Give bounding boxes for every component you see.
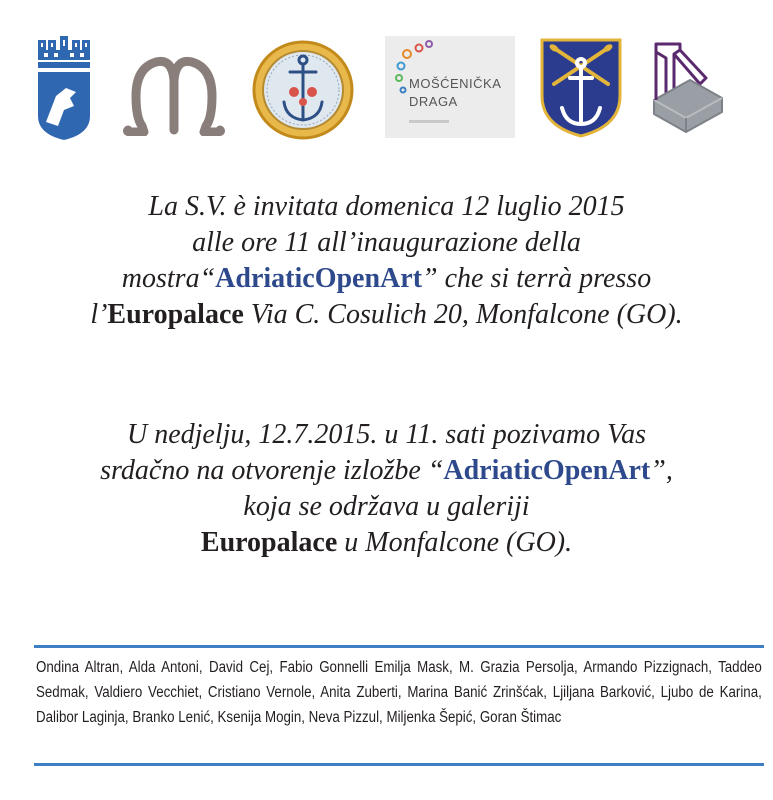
artists-list: Ondina Altran, Alda Antoni, David Cej, Fabio Gonnelli Emilja Mask, M. Grazia Persolja, Armando Pizzignach, Taddeo Sedmak, Valdiero Vecchiet, Cristiano Vernole, Anita Zuberti, Marina Banić Zrinšćak, Ljiljana Barković, Ljubo de Karina, Dalibor Laginja, Branko Lenić, Ksenija Mogin, Neva Pizzul, Miljenka Šepić, Goran Štimac bbox=[36, 659, 762, 726]
croatian-line-2 bbox=[0, 453, 773, 489]
draga-text: DRAGA bbox=[409, 94, 458, 109]
italian-line-2: alle ore 11 all’inaugurazione della bbox=[192, 227, 581, 258]
italian-line-3-pre: mostra“ bbox=[121, 263, 216, 294]
croatian-line-4-post: u Monfalcone (GO). bbox=[337, 527, 573, 558]
italian-line-3 bbox=[0, 261, 773, 297]
italian-line-4-post: Via C. Cosulich 20, Monfalcone (GO). bbox=[243, 299, 683, 330]
croatian-invitation bbox=[0, 417, 773, 561]
italian-invitation bbox=[0, 189, 773, 333]
bottom-divider bbox=[34, 763, 764, 766]
italian-line-4-pre: l’ bbox=[90, 299, 108, 330]
italian-line-3-post: ” che si terrà presso bbox=[422, 263, 652, 294]
croatian-line-1: U nedjelju, 12.7.2015. u 11. sati pozivamo Vas bbox=[126, 419, 646, 450]
crest-eagle-logo bbox=[36, 36, 92, 140]
anchor-seal-logo bbox=[252, 40, 354, 140]
italian-line-1: La S.V. è invitata domenica 12 luglio 2015 bbox=[148, 191, 625, 222]
anchor-shield-logo bbox=[540, 38, 622, 138]
geometric-logo bbox=[646, 40, 726, 136]
croatian-line-3: koja se održava u galeriji bbox=[243, 491, 530, 522]
omega-monogram-logo bbox=[122, 46, 226, 136]
exhibition-name: AdriaticOpenArt bbox=[443, 455, 651, 486]
venue-name: Europalace bbox=[107, 299, 244, 330]
top-divider bbox=[34, 645, 764, 648]
moscenicka-text: MOŠĆENIČKA bbox=[409, 76, 502, 91]
logo-row bbox=[0, 36, 773, 146]
croatian-line-4 bbox=[0, 525, 773, 561]
italian-line-4 bbox=[0, 297, 773, 333]
venue-name: Europalace bbox=[200, 527, 338, 558]
croatian-line-2-pre: srdačno na otvorenje izložbe “ bbox=[100, 455, 444, 486]
exhibition-name: AdriaticOpenArt bbox=[215, 263, 423, 294]
croatian-line-2-post: ”, bbox=[650, 455, 673, 486]
